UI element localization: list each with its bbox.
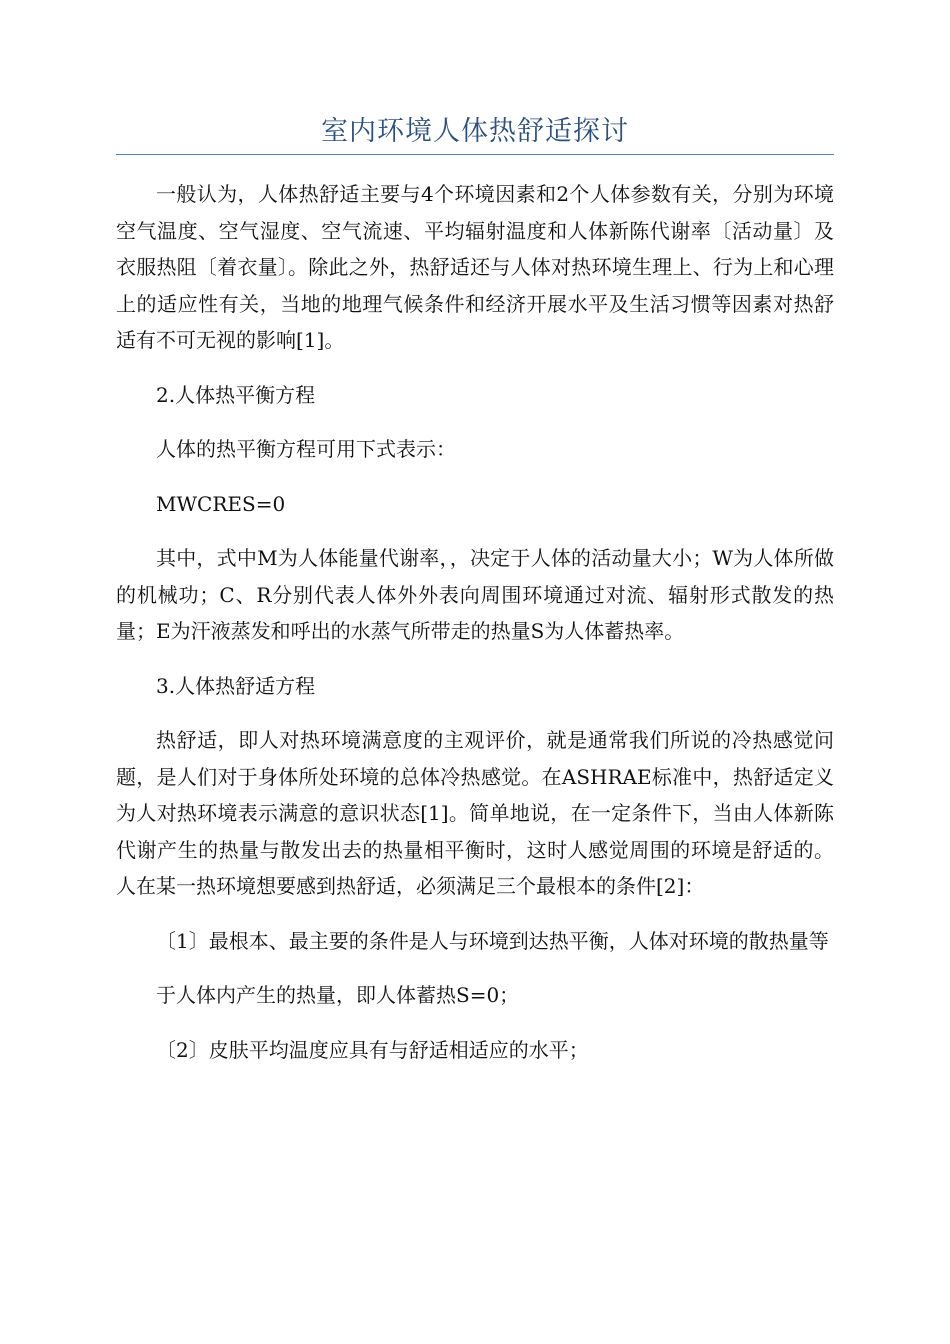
condition-1: 〔1〕最根本、最主要的条件是人与环境到达热平衡，人体对环境的散热量等: [156, 928, 829, 953]
condition-2: 〔2〕皮肤平均温度应具有与舒适相适应的水平；: [156, 1037, 589, 1062]
heading-thermal-comfort: 3.人体热舒适方程: [156, 673, 316, 698]
condition-1-continued: 于人体内产生的热量，即人体蓄热S=0；: [156, 983, 520, 1007]
document-body: [116, 176, 834, 1086]
title-underline: [116, 154, 834, 155]
document-title: 室内环境人体热舒适探讨: [321, 116, 629, 147]
paragraph-equation-intro: 人体的热平衡方程可用下式表示：: [156, 437, 456, 461]
paragraph-intro: 一般认为，人体热舒适主要与4个环境因素和2个人体参数有关，分别为环境空气温度、空气湿度、空气流速、平均辐射温度和人体新陈代谢率〔活动量〕及衣服热阻〔着衣量〕。除此之外，热舒适还与人体对热环境生理上、行为上和心理上的适应性有关，当地的地理气候条件和经济开展水平及生活习惯等因素对热舒适有不可无视的影响[1]。: [116, 182, 834, 352]
paragraph-equation-terms: 其中，式中M为人体能量代谢率，，决定于人体的活动量大小；W为人体所做的机械功；C、R分别代表人体外外表向周围环境通过对流、辐射形式散发的热量；E为汗液蒸发和呼出的水蒸气所带走的热量S为人体蓄热率。: [116, 546, 834, 643]
heading-heat-balance: 2.人体热平衡方程: [156, 382, 316, 407]
equation-heat-balance: MWCRES=0: [156, 491, 286, 516]
paragraph-thermal-comfort: 热舒适，即人对热环境满意度的主观评价，就是通常我们所说的冷热感觉问题，是人们对于身体所处环境的总体冷热感觉。在ASHRAE标准中，热舒适定义为人对热环境表示满意的意识状态[1]。简单地说，在一定条件下，当由人体新陈代谢产生的热量与散发出去的热量相平衡时，这时人感觉周围的环境是舒适的。人在某一热环境想要感到热舒适，必须满足三个最根本的条件[2]：: [116, 728, 834, 898]
